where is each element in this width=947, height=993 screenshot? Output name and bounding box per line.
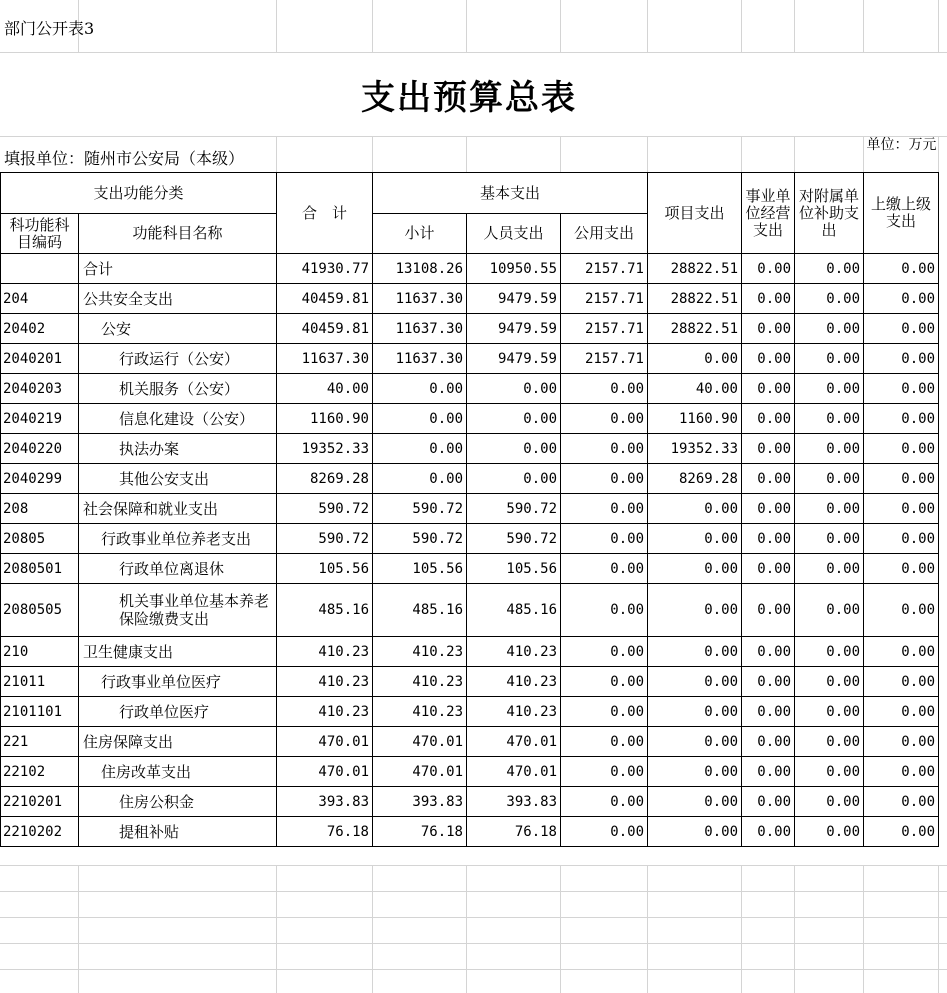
row-subtotal: 393.83 — [373, 787, 467, 817]
row-total: 76.18 — [277, 817, 373, 847]
table-row — [1, 584, 939, 637]
row-upper: 0.00 — [864, 727, 939, 757]
row-project: 0.00 — [648, 494, 742, 524]
table-row — [1, 554, 939, 584]
row-subsidy: 0.00 — [795, 254, 864, 284]
row-subsidy: 0.00 — [795, 787, 864, 817]
row-subtotal: 13108.26 — [373, 254, 467, 284]
row-subtotal: 485.16 — [373, 584, 467, 637]
table-row — [1, 464, 939, 494]
table-row — [1, 697, 939, 727]
header-name: 功能科目名称 — [79, 214, 277, 254]
row-personnel: 0.00 — [467, 374, 561, 404]
row-business: 0.00 — [742, 284, 795, 314]
row-personnel: 0.00 — [467, 464, 561, 494]
row-subsidy: 0.00 — [795, 757, 864, 787]
row-business: 0.00 — [742, 787, 795, 817]
row-project: 0.00 — [648, 787, 742, 817]
row-subtotal: 0.00 — [373, 464, 467, 494]
row-subtotal: 410.23 — [373, 697, 467, 727]
row-project: 0.00 — [648, 667, 742, 697]
row-personnel: 393.83 — [467, 787, 561, 817]
row-business: 0.00 — [742, 727, 795, 757]
table-row — [1, 314, 939, 344]
row-total: 410.23 — [277, 637, 373, 667]
row-business: 0.00 — [742, 344, 795, 374]
row-total: 40459.81 — [277, 284, 373, 314]
row-upper: 0.00 — [864, 314, 939, 344]
row-code: 20402 — [1, 314, 79, 344]
row-subsidy: 0.00 — [795, 697, 864, 727]
row-business: 0.00 — [742, 757, 795, 787]
row-upper: 0.00 — [864, 637, 939, 667]
reporting-unit: 填报单位：随州市公安局（本级） — [4, 149, 245, 168]
row-business: 0.00 — [742, 254, 795, 284]
row-public: 0.00 — [561, 697, 648, 727]
row-public: 0.00 — [561, 637, 648, 667]
row-subsidy: 0.00 — [795, 314, 864, 344]
row-subsidy: 0.00 — [795, 494, 864, 524]
row-subtotal: 470.01 — [373, 757, 467, 787]
row-upper: 0.00 — [864, 254, 939, 284]
table-row — [1, 374, 939, 404]
row-subsidy: 0.00 — [795, 554, 864, 584]
row-name: 其他公安支出 — [79, 464, 277, 494]
row-total: 485.16 — [277, 584, 373, 637]
row-business: 0.00 — [742, 494, 795, 524]
row-name: 住房保障支出 — [79, 727, 277, 757]
row-personnel: 9479.59 — [467, 344, 561, 374]
row-subsidy: 0.00 — [795, 727, 864, 757]
row-code — [1, 254, 79, 284]
table-row — [1, 494, 939, 524]
row-public: 2157.71 — [561, 284, 648, 314]
row-personnel: 410.23 — [467, 637, 561, 667]
row-name: 提租补贴 — [79, 817, 277, 847]
row-upper: 0.00 — [864, 667, 939, 697]
row-public: 0.00 — [561, 727, 648, 757]
row-upper: 0.00 — [864, 434, 939, 464]
row-name: 行政事业单位养老支出 — [79, 524, 277, 554]
row-subtotal: 590.72 — [373, 494, 467, 524]
row-subsidy: 0.00 — [795, 464, 864, 494]
row-name: 行政运行（公安） — [79, 344, 277, 374]
row-business: 0.00 — [742, 637, 795, 667]
row-public: 0.00 — [561, 757, 648, 787]
row-personnel: 470.01 — [467, 727, 561, 757]
row-public: 0.00 — [561, 524, 648, 554]
row-project: 19352.33 — [648, 434, 742, 464]
row-name: 住房公积金 — [79, 787, 277, 817]
row-public: 0.00 — [561, 494, 648, 524]
row-total: 19352.33 — [277, 434, 373, 464]
table-row — [1, 404, 939, 434]
row-business: 0.00 — [742, 584, 795, 637]
header-project: 项目支出 — [648, 173, 742, 254]
row-subsidy: 0.00 — [795, 404, 864, 434]
row-total: 410.23 — [277, 697, 373, 727]
row-project: 28822.51 — [648, 254, 742, 284]
row-code: 22102 — [1, 757, 79, 787]
row-subtotal: 11637.30 — [373, 344, 467, 374]
row-code: 221 — [1, 727, 79, 757]
row-business: 0.00 — [742, 817, 795, 847]
row-project: 0.00 — [648, 757, 742, 787]
row-project: 0.00 — [648, 524, 742, 554]
row-personnel: 470.01 — [467, 757, 561, 787]
row-code: 2040220 — [1, 434, 79, 464]
row-upper: 0.00 — [864, 344, 939, 374]
row-personnel: 9479.59 — [467, 314, 561, 344]
row-name: 机关服务（公安） — [79, 374, 277, 404]
row-business: 0.00 — [742, 404, 795, 434]
header-business: 事业单位经营支出 — [742, 173, 795, 254]
table-row — [1, 284, 939, 314]
row-subsidy: 0.00 — [795, 667, 864, 697]
row-total: 40.00 — [277, 374, 373, 404]
row-project: 0.00 — [648, 554, 742, 584]
table-row — [1, 667, 939, 697]
row-subsidy: 0.00 — [795, 284, 864, 314]
header-subsidy: 对附属单位补助支出 — [795, 173, 864, 254]
row-subtotal: 11637.30 — [373, 284, 467, 314]
row-upper: 0.00 — [864, 464, 939, 494]
header-total: 合 计 — [277, 173, 373, 254]
row-subtotal: 470.01 — [373, 727, 467, 757]
row-code: 210 — [1, 637, 79, 667]
row-subtotal: 105.56 — [373, 554, 467, 584]
table-row — [1, 787, 939, 817]
row-upper: 0.00 — [864, 524, 939, 554]
row-code: 2080505 — [1, 584, 79, 637]
row-name: 行政单位医疗 — [79, 697, 277, 727]
row-public: 0.00 — [561, 554, 648, 584]
table-row — [1, 434, 939, 464]
row-code: 2080501 — [1, 554, 79, 584]
row-business: 0.00 — [742, 524, 795, 554]
row-personnel: 105.56 — [467, 554, 561, 584]
row-upper: 0.00 — [864, 817, 939, 847]
row-upper: 0.00 — [864, 697, 939, 727]
row-total: 11637.30 — [277, 344, 373, 374]
header-public: 公用支出 — [561, 214, 648, 254]
row-name: 卫生健康支出 — [79, 637, 277, 667]
row-code: 2210201 — [1, 787, 79, 817]
row-name: 社会保障和就业支出 — [79, 494, 277, 524]
header-basic: 基本支出 — [373, 173, 648, 214]
row-business: 0.00 — [742, 554, 795, 584]
row-upper: 0.00 — [864, 554, 939, 584]
header-upper: 上缴上级支出 — [864, 173, 939, 254]
sheet-label: 部门公开表3 — [4, 19, 95, 38]
header-subtotal: 小计 — [373, 214, 467, 254]
page-title: 支出预算总表 — [361, 78, 577, 118]
row-personnel: 76.18 — [467, 817, 561, 847]
row-business: 0.00 — [742, 697, 795, 727]
row-public: 0.00 — [561, 667, 648, 697]
row-code: 2210202 — [1, 817, 79, 847]
row-subtotal: 410.23 — [373, 667, 467, 697]
unit-note: 单位：万元 — [866, 137, 937, 153]
row-subsidy: 0.00 — [795, 374, 864, 404]
row-total: 470.01 — [277, 757, 373, 787]
row-personnel: 0.00 — [467, 404, 561, 434]
row-business: 0.00 — [742, 464, 795, 494]
row-business: 0.00 — [742, 434, 795, 464]
row-public: 0.00 — [561, 434, 648, 464]
row-personnel: 10950.55 — [467, 254, 561, 284]
table-row — [1, 344, 939, 374]
row-project: 40.00 — [648, 374, 742, 404]
row-total: 393.83 — [277, 787, 373, 817]
row-subsidy: 0.00 — [795, 344, 864, 374]
row-code: 2040299 — [1, 464, 79, 494]
row-total: 8269.28 — [277, 464, 373, 494]
row-subtotal: 410.23 — [373, 637, 467, 667]
expenditure-table — [0, 172, 939, 847]
row-project: 0.00 — [648, 697, 742, 727]
row-personnel: 0.00 — [467, 434, 561, 464]
row-total: 40459.81 — [277, 314, 373, 344]
row-personnel: 9479.59 — [467, 284, 561, 314]
row-subtotal: 0.00 — [373, 374, 467, 404]
row-subtotal: 590.72 — [373, 524, 467, 554]
row-code: 2101101 — [1, 697, 79, 727]
row-business: 0.00 — [742, 667, 795, 697]
row-upper: 0.00 — [864, 584, 939, 637]
row-upper: 0.00 — [864, 757, 939, 787]
row-subtotal: 0.00 — [373, 404, 467, 434]
row-total: 590.72 — [277, 524, 373, 554]
row-project: 1160.90 — [648, 404, 742, 434]
row-public: 2157.71 — [561, 344, 648, 374]
header-personnel: 人员支出 — [467, 214, 561, 254]
row-public: 0.00 — [561, 584, 648, 637]
row-subsidy: 0.00 — [795, 817, 864, 847]
row-code: 20805 — [1, 524, 79, 554]
row-public: 0.00 — [561, 787, 648, 817]
row-upper: 0.00 — [864, 494, 939, 524]
row-public: 0.00 — [561, 817, 648, 847]
header-code: 科功能科目编码 — [1, 214, 79, 254]
row-business: 0.00 — [742, 374, 795, 404]
row-public: 0.00 — [561, 374, 648, 404]
row-personnel: 590.72 — [467, 524, 561, 554]
row-code: 2040203 — [1, 374, 79, 404]
row-project: 0.00 — [648, 344, 742, 374]
table-row — [1, 254, 939, 284]
row-name: 信息化建设（公安） — [79, 404, 277, 434]
row-total: 470.01 — [277, 727, 373, 757]
table-row — [1, 757, 939, 787]
row-name: 行政事业单位医疗 — [79, 667, 277, 697]
row-business: 0.00 — [742, 314, 795, 344]
row-project: 0.00 — [648, 637, 742, 667]
row-name: 合计 — [79, 254, 277, 284]
table-row — [1, 727, 939, 757]
row-upper: 0.00 — [864, 284, 939, 314]
row-total: 410.23 — [277, 667, 373, 697]
row-upper: 0.00 — [864, 404, 939, 434]
row-code: 21011 — [1, 667, 79, 697]
row-subsidy: 0.00 — [795, 637, 864, 667]
row-code: 2040219 — [1, 404, 79, 434]
row-name: 公安 — [79, 314, 277, 344]
table-row — [1, 524, 939, 554]
row-personnel: 590.72 — [467, 494, 561, 524]
row-public: 0.00 — [561, 464, 648, 494]
row-public: 2157.71 — [561, 254, 648, 284]
row-project: 28822.51 — [648, 314, 742, 344]
row-project: 0.00 — [648, 584, 742, 637]
table-row — [1, 637, 939, 667]
row-public: 0.00 — [561, 404, 648, 434]
row-subtotal: 11637.30 — [373, 314, 467, 344]
row-name: 住房改革支出 — [79, 757, 277, 787]
row-total: 105.56 — [277, 554, 373, 584]
header-function-class: 支出功能分类 — [1, 173, 277, 214]
row-name: 公共安全支出 — [79, 284, 277, 314]
row-name: 机关事业单位基本养老保险缴费支出 — [79, 584, 277, 637]
row-name: 执法办案 — [79, 434, 277, 464]
row-subsidy: 0.00 — [795, 434, 864, 464]
row-code: 204 — [1, 284, 79, 314]
row-total: 590.72 — [277, 494, 373, 524]
row-project: 8269.28 — [648, 464, 742, 494]
row-upper: 0.00 — [864, 374, 939, 404]
row-name: 行政单位离退休 — [79, 554, 277, 584]
row-personnel: 485.16 — [467, 584, 561, 637]
row-total: 1160.90 — [277, 404, 373, 434]
row-project: 0.00 — [648, 817, 742, 847]
row-project: 28822.51 — [648, 284, 742, 314]
row-personnel: 410.23 — [467, 667, 561, 697]
row-subtotal: 0.00 — [373, 434, 467, 464]
row-code: 2040201 — [1, 344, 79, 374]
row-total: 41930.77 — [277, 254, 373, 284]
row-code: 208 — [1, 494, 79, 524]
row-subtotal: 76.18 — [373, 817, 467, 847]
row-project: 0.00 — [648, 727, 742, 757]
table-row — [1, 817, 939, 847]
row-upper: 0.00 — [864, 787, 939, 817]
row-subsidy: 0.00 — [795, 584, 864, 637]
row-subsidy: 0.00 — [795, 524, 864, 554]
row-public: 2157.71 — [561, 314, 648, 344]
row-personnel: 410.23 — [467, 697, 561, 727]
